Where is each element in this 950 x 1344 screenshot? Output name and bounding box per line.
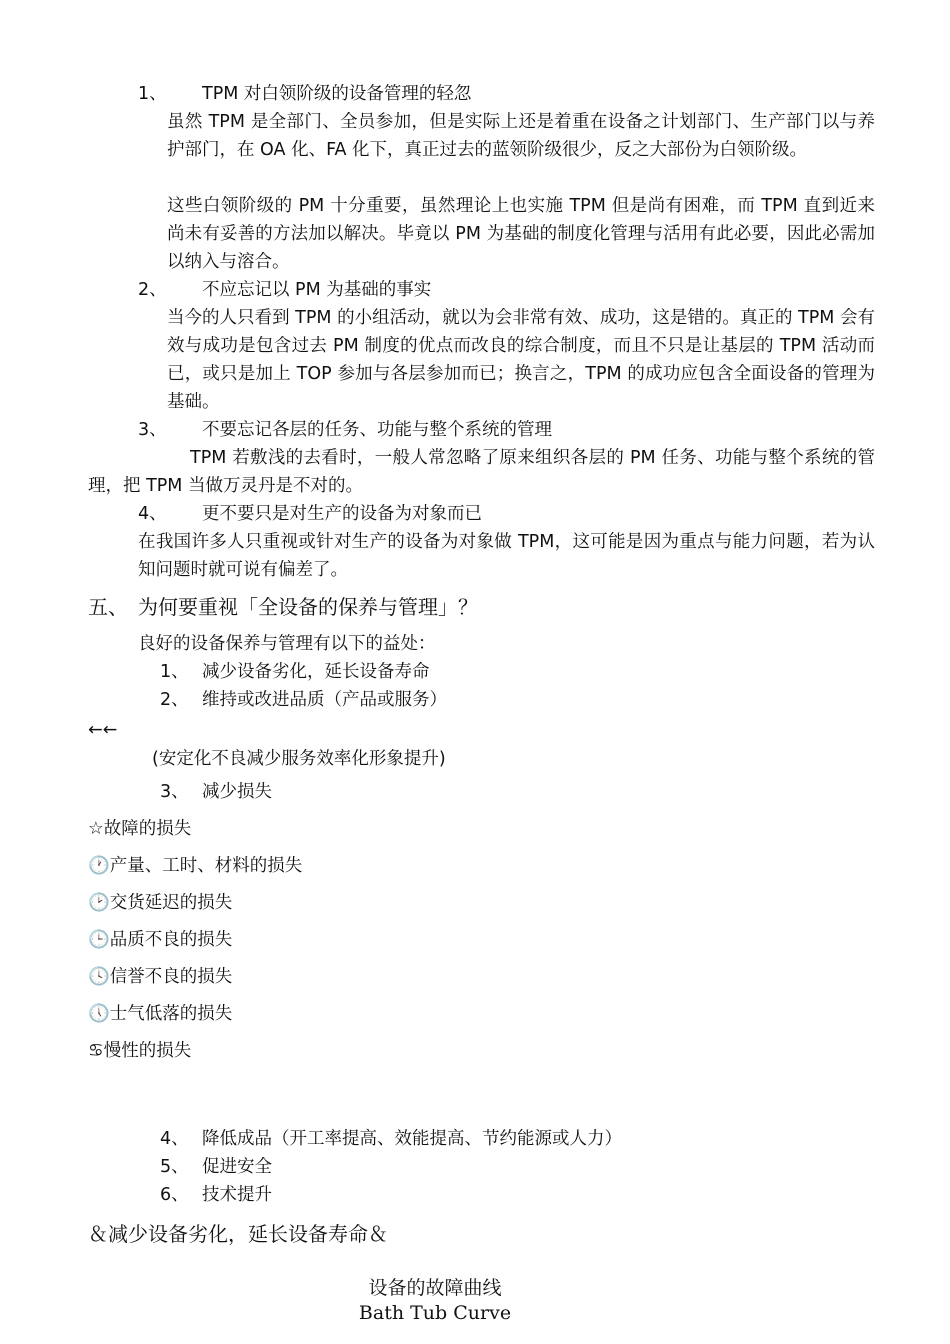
clock-icon: 🕐 xyxy=(88,856,110,876)
loss-text: 产量、工时、材料的损失 xyxy=(109,856,303,876)
loss-item xyxy=(88,963,232,991)
item-3-title: 不要忘记各层的任务、功能与整个系统的管理 xyxy=(202,420,552,440)
cancer-sign-icon: ♋ xyxy=(88,1041,104,1061)
paragraph-4: 在我国许多人只重视或针对生产的设备为对象做 TPM，这可能是因为重点与能力问题，若为认知问题时就可说有偏差了。 xyxy=(138,532,875,580)
benefit-2-text: 维持或改进品质（产品或服务） xyxy=(202,690,447,710)
loss-item xyxy=(88,1037,191,1065)
chart-title: 设备的故障曲线 xyxy=(368,1277,502,1299)
clock-icon: 🕒 xyxy=(88,930,110,950)
loss-item xyxy=(88,1000,232,1028)
section-5-intro: 良好的设备保养与管理有以下的益处： xyxy=(138,634,436,654)
clock-icon: 🕓 xyxy=(88,967,110,987)
item-4-title: 更不要只是对生产的设备为对象而已 xyxy=(202,504,482,524)
loss-text: 信誉不良的损失 xyxy=(109,967,233,987)
chart-subtitle: Bath Tub Curve xyxy=(358,1302,512,1324)
loss-item xyxy=(88,889,232,917)
paragraph-3: TPM 若敷浅的去看时，一般人常忽略了原来组织各层的 PM 任务、功能与整个系统的管理，把 TPM 当做万灵丹是不对的。 xyxy=(88,448,875,496)
item-1-number: 1、 xyxy=(138,84,167,104)
paragraph-2: 当今的人只看到 TPM 的小组活动，就以为会非常有效、成功，这是错的。真正的 TPM 会有效与成功是包含过去 PM 制度的优点而改良的综合制度，而且不只是让基层的 TPM 活动而已，或只是加上 TOP 参加与各层参加而已；换言之，TPM 的成功应包含全面设备的管理为基础。 xyxy=(167,308,875,412)
benefit-2-note: (安定化不良减少服务效率化形象提升) xyxy=(152,749,446,769)
paragraph-1b: 这些白领阶级的 PM 十分重要，虽然理论上也实施 TPM 但是尚有困难，而 TPM 直到近来尚未有妥善的方法加以解决。毕竟以 PM 为基础的制度化管理与活用有此必要，因此必需加以纳入与溶合。 xyxy=(167,196,875,272)
loss-text: 慢性的损失 xyxy=(103,1041,192,1061)
loss-item xyxy=(88,852,302,880)
loss-text: 故障的损失 xyxy=(103,819,192,839)
loss-text: 交货延迟的损失 xyxy=(109,893,233,913)
benefit-1-text: 减少设备劣化，延长设备寿命 xyxy=(202,662,430,682)
benefit-6-number: 6、 xyxy=(160,1185,189,1205)
section-5-number: 五、 xyxy=(88,595,128,619)
item-1-title: TPM 对白领阶级的设备管理的轻忽 xyxy=(202,84,472,104)
item-2-title: 不应忘记以 PM 为基础的事实 xyxy=(202,280,432,300)
benefit-5-number: 5、 xyxy=(160,1157,189,1177)
benefit-3-text: 减少损失 xyxy=(202,782,272,802)
benefit-1-number: 1、 xyxy=(160,662,189,682)
item-2-number: 2、 xyxy=(138,280,167,300)
clock-icon: 🕔 xyxy=(88,1004,110,1024)
benefit-2-number: 2、 xyxy=(160,690,189,710)
benefit-5-text: 促进安全 xyxy=(202,1157,272,1177)
benefit-4-number: 4、 xyxy=(160,1129,189,1149)
arrows: ←← xyxy=(88,720,118,740)
item-3-number: 3、 xyxy=(138,420,167,440)
benefit-3-number: 3、 xyxy=(160,782,189,802)
subheading: ＆减少设备劣化，延长设备寿命＆ xyxy=(88,1222,388,1246)
benefit-4-text: 降低成品（开工率提高、效能提高、节约能源或人力） xyxy=(202,1129,622,1149)
item-4-number: 4、 xyxy=(138,504,167,524)
benefit-6-text: 技术提升 xyxy=(202,1185,272,1205)
paragraph-1a: 虽然 TPM 是全部门、全员参加，但是实际上还是着重在设备之计划部门、生产部门以与养护部门，在 OA 化、FA 化下，真正过去的蓝领阶级很少，反之大部份为白领阶级。 xyxy=(167,112,875,160)
loss-text: 品质不良的损失 xyxy=(109,930,233,950)
clock-icon: 🕑 xyxy=(88,893,110,913)
loss-text: 士气低落的损失 xyxy=(109,1004,233,1024)
loss-item xyxy=(88,815,191,843)
section-5-title: 为何要重视「全设备的保养与管理」？ xyxy=(138,595,478,619)
star-icon: ☆ xyxy=(88,819,104,839)
loss-item xyxy=(88,926,232,954)
